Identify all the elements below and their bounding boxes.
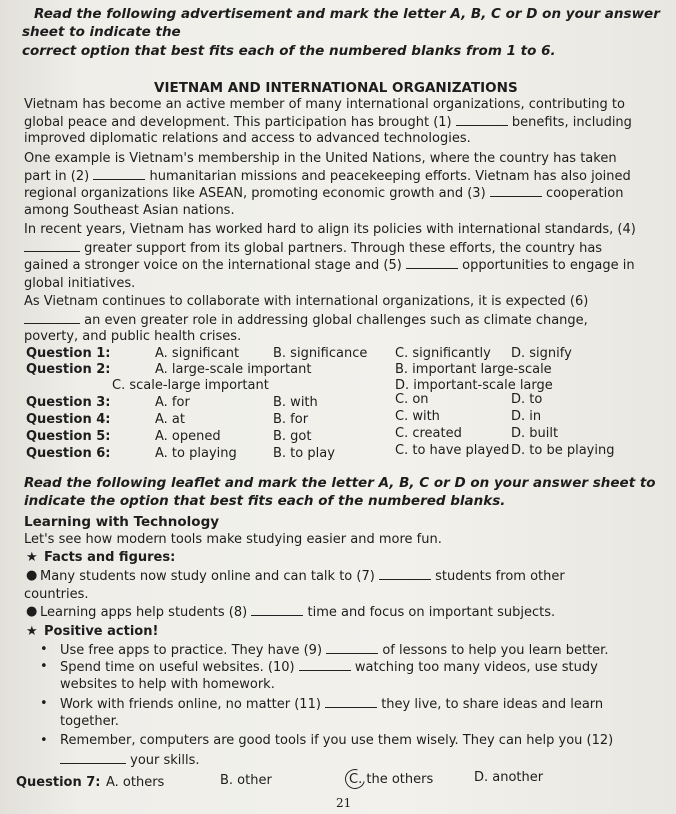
- instruction-line: sheet to indicate the: [22, 24, 181, 40]
- paragraph-line: gained a stronger voice on the international stage and (5) opportunities to engage in: [24, 258, 635, 273]
- option-b[interactable]: B. significance: [273, 346, 368, 361]
- option-a[interactable]: A. at: [155, 412, 185, 427]
- blank-7: [379, 568, 431, 580]
- blank-5: [406, 257, 458, 269]
- option-b[interactable]: B. important large-scale: [395, 362, 552, 377]
- option-d[interactable]: D. in: [511, 409, 542, 424]
- paragraph-line: global peace and development. This participation has brought (1) benefits, including: [24, 115, 632, 130]
- bullet-icon: •: [40, 642, 48, 657]
- blank-8: [251, 604, 303, 616]
- fact-line: Many students now study online and can talk to (7) students from other: [40, 569, 565, 584]
- option-c[interactable]: C. the others: [349, 772, 434, 787]
- option-a[interactable]: A. for: [155, 395, 190, 410]
- option-c[interactable]: C. to have played: [395, 443, 510, 458]
- paragraph-line: One example is Vietnam's membership in the United Nations, where the country has taken: [24, 151, 617, 166]
- leaflet-intro: Let's see how modern tools make studying easier and more fun.: [24, 532, 442, 547]
- question-label: Question 3:: [26, 395, 111, 410]
- bullet-icon: •: [40, 659, 48, 674]
- action-line: Work with friends online, no matter (11) they live, to share ideas and learn: [60, 697, 604, 712]
- option-a[interactable]: A. large-scale important: [155, 362, 312, 377]
- option-a[interactable]: A. opened: [155, 429, 221, 444]
- question-label: Question 7:: [16, 775, 101, 790]
- bullet-icon: •: [40, 733, 48, 748]
- paragraph-line: global initiatives.: [24, 276, 136, 291]
- bullet-icon: ●: [26, 568, 38, 583]
- option-d[interactable]: D. to: [511, 392, 543, 407]
- option-b[interactable]: B. got: [273, 429, 312, 444]
- instruction-line: Read the following advertisement and mark the letter A, B, C or D on your answer: [34, 6, 660, 22]
- paragraph-line: regional organizations like ASEAN, promoting economic growth and (3) cooperation: [24, 186, 624, 201]
- fact-line: Learning apps help students (8) time and focus on important subjects.: [40, 605, 556, 620]
- paragraph-line: part in (2) humanitarian missions and peacekeeping efforts. Vietnam has also joined: [24, 169, 631, 184]
- option-d[interactable]: D. built: [511, 426, 559, 441]
- blank-9: [326, 642, 378, 654]
- blank-10: [299, 659, 351, 671]
- option-c[interactable]: C. on: [395, 392, 429, 407]
- instruction-line: indicate the option that best fits each of the numbered blanks.: [24, 493, 506, 509]
- blank-1: [456, 114, 508, 126]
- action-line: your skills.: [60, 752, 200, 769]
- paragraph-line: among Southeast Asian nations.: [24, 203, 235, 218]
- paragraph-line: an even greater role in addressing global challenges such as climate change,: [24, 312, 588, 329]
- paragraph-line: In recent years, Vietnam has worked hard to align its policies with international standards, (4): [24, 222, 636, 237]
- action-line: websites to help with homework.: [60, 677, 275, 692]
- option-c[interactable]: C. significantly: [395, 346, 491, 361]
- option-d[interactable]: D. to be playing: [511, 443, 615, 458]
- paragraph-line: improved diplomatic relations and access to advanced technologies.: [24, 131, 471, 146]
- leaflet-title: Learning with Technology: [24, 514, 220, 530]
- positive-heading: Positive action!: [44, 624, 159, 639]
- option-a[interactable]: A. others: [106, 775, 165, 790]
- option-a[interactable]: A. to playing: [155, 446, 237, 461]
- bullet-icon: ●: [26, 604, 38, 619]
- option-b[interactable]: B. other: [220, 773, 272, 788]
- blank-6: [24, 312, 80, 324]
- option-d[interactable]: D. another: [474, 770, 544, 785]
- action-line: Use free apps to practice. They have (9) of lessons to help you learn better.: [60, 643, 609, 658]
- option-c[interactable]: C. with: [395, 409, 440, 424]
- blank-11: [325, 696, 377, 708]
- question-label: Question 4:: [26, 412, 111, 427]
- action-line: Spend time on useful websites. (10) watching too many videos, use study: [60, 660, 598, 675]
- instruction-line: Read the following leaflet and mark the letter A, B, C or D on your answer sheet to: [24, 475, 656, 491]
- option-b[interactable]: B. to play: [273, 446, 335, 461]
- paragraph-line: Vietnam has become an active member of many international organizations, contributing to: [24, 97, 625, 112]
- star-icon: ★: [26, 624, 38, 639]
- action-line: Remember, computers are good tools if you use them wisely. They can help you (12): [60, 733, 614, 748]
- option-b[interactable]: B. with: [273, 395, 318, 410]
- paragraph-line: As Vietnam continues to collaborate with international organizations, it is expected (6): [24, 294, 589, 309]
- blank-12: [60, 752, 126, 764]
- blank-3: [490, 185, 542, 197]
- facts-heading: Facts and figures:: [44, 550, 176, 565]
- option-c[interactable]: C. created: [395, 426, 462, 441]
- option-b[interactable]: B. for: [273, 412, 309, 427]
- option-c[interactable]: C. scale-large important: [112, 378, 269, 393]
- article-title: VIETNAM AND INTERNATIONAL ORGANIZATIONS: [154, 80, 518, 96]
- blank-2: [93, 168, 145, 180]
- paragraph-line: poverty, and public health crises.: [24, 329, 242, 344]
- option-d[interactable]: D. signify: [511, 346, 572, 361]
- question-label: Question 5:: [26, 429, 111, 444]
- action-line: together.: [60, 714, 119, 729]
- instruction-line: correct option that best fits each of the numbered blanks from 1 to 6.: [22, 43, 556, 59]
- question-label: Question 2:: [26, 362, 111, 377]
- blank-4: [24, 240, 80, 252]
- option-d[interactable]: D. important-scale large: [395, 378, 553, 393]
- option-a[interactable]: A. significant: [155, 346, 240, 361]
- page-number: 21: [336, 796, 352, 810]
- question-label: Question 1:: [26, 346, 111, 361]
- star-icon: ★: [26, 550, 38, 565]
- bullet-icon: •: [40, 696, 48, 711]
- question-label: Question 6:: [26, 446, 111, 461]
- fact-line: countries.: [24, 587, 89, 602]
- paragraph-line: greater support from its global partners. Through these efforts, the country has: [24, 240, 602, 257]
